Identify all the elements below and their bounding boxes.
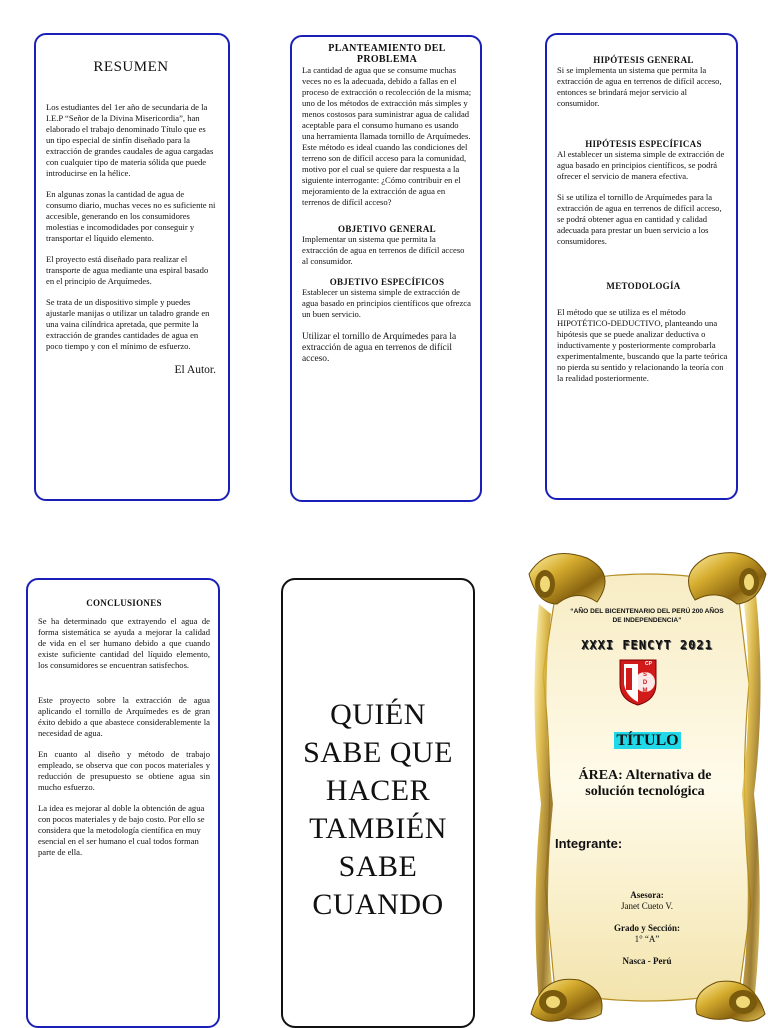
hipotesis-especifica-2: Si se utiliza el tornillo de Arquímedes para la extracción de agua en terrenos de difícil acceso, se podrá obtener agua en cantidad y calidad adecuada para prestar un buen servicio a los consumidores. <box>557 192 722 246</box>
planteamiento-paragraph-2: Este método es ideal cuando las condiciones del terreno son de difícil acceso para la comunidad, motivo por el cual se quiere dar respuesta a la siguiente interrogante: ¿Cómo contribuir en el mejoramiento de la extracción de agua en terrenos de difícil acceso? <box>302 142 468 207</box>
resumen-title: RESUMEN <box>93 59 169 75</box>
conclusiones-heading: CONCLUSIONES <box>86 598 162 608</box>
grade-value: 1° “A” <box>634 933 660 944</box>
event-name: XXXI FENCYT 2021 <box>581 638 713 652</box>
conclusion-2: Este proyecto sobre la extracción de agua aplicando el tornillo de Arquímedes es de gran éxito debido a que abastece considerablemente la necesidad de agua. <box>38 695 210 738</box>
hipotesis-panel <box>545 33 738 500</box>
location-text: Nasca - Perú <box>622 956 672 966</box>
hipotesis-especifica-1: Al establecer un sistema simple de extracción de agua basado en principios científicos, se podrá ofrecer el servicio de manera efectiva. <box>557 149 725 181</box>
resumen-paragraph-1: Los estudiantes del 1er año de secundaria de la I.E.P “Señor de la Divina Misericordia”, han elaborado el trabajo denominado Título que es un tipo especial de sinfín diseñado para la extracción de grandes caudales de agua cargadas con cualquier tipo de materia sólida que puede introducirse en la hélice. <box>46 102 214 178</box>
objetivo-especifico-1: Establecer un sistema simple de extracción de agua basado en principios científicos que ofrezca un buen servicio. <box>302 287 471 319</box>
metodologia-heading: METODOLOGÍA <box>606 281 681 291</box>
resumen-paragraph-3: El proyecto está diseñado para realizar el transporte de agua mediante una espiral basado en el principio de Arquímedes. <box>46 254 209 286</box>
conclusion-4: La idea es mejorar al doble la obtención de agua con pocos materiales y de bajo costo. Por ello se considera que la metodología científica en muy esencial en el ser humano el cual todos forman parte de ella. <box>38 803 205 857</box>
conclusion-3: En cuanto al diseño y método de trabajo empleado, se observa que con pocos materiales y reducción de presupuesto se obtiene agua sin mucho esfuerzo. <box>38 749 210 792</box>
quote-text: QUIÉN SABE QUE HACER TAMBIÉN SABE CUANDO <box>303 698 453 921</box>
resumen-paragraph-2: En algunas zonas la cantidad de agua de consumo diario, muchas veces no es suficiente ni accesible, generando en los consumidores molestias e incomodidades por conseguir y transportar el líquido elemento. <box>46 189 216 243</box>
objetivo-general-heading: OBJETIVO GENERAL <box>338 224 436 234</box>
metodologia-text: El método que se utiliza es el método HIPOTÉTICO-DEDUCTIVO, planteando una hipótesis que se puede analizar deductiva o inductivamente y posteriormente comprobarla experimentalmente, buscando que la parte teórica no pierda su sentido y relacionando la teoría con la realidad posteriormente. <box>557 307 728 383</box>
conclusion-1: Se ha determinado que extrayendo el agua de forma sistemática se ayuda a mejorar la calidad de vida en el ser humano debido a que cuando existe suficiente cantidad del líquido elemento, los consumidores se encuentran satisfechos. <box>38 616 210 670</box>
objetivo-general-text: Implementar un sistema que permita la extracción de agua en terrenos de difícil acceso al consumidor. <box>302 234 465 266</box>
quote-panel <box>281 578 475 1028</box>
hipotesis-general-heading: HIPÓTESIS GENERAL <box>593 55 694 65</box>
advisor-name: Janet Cueto V. <box>621 900 673 911</box>
objetivo-especifico-2: Utilizar el tornillo de Arquímedes para la extracción de agua en terrenos de difícil acceso. <box>302 332 457 364</box>
planteamiento-heading: PLANTEAMIENTO DEL PROBLEMA <box>328 43 446 65</box>
planteamiento-paragraph-1: La cantidad de agua que se consume muchas veces no es la adecuada, debido a fallas en el proceso de extracción o recolección de la misma; uno de los métodos de extracción más simples y menos costosos para suministrar agua de calidad aceptable para el consumo humano es usando una herramienta llamada tornillo de Arquímedes. <box>302 65 472 141</box>
logo-top-text: CP <box>645 661 652 667</box>
hipotesis-especificas-heading: HIPÓTESIS ESPECÍFICAS <box>585 139 702 149</box>
resumen-panel <box>34 33 230 501</box>
grade-label: Grado y Sección: <box>614 923 680 933</box>
hipotesis-general-text: Si se implementa un sistema que permita la extracción de agua en terrenos de difícil acceso, entonces se brindará mejor servicio al consumidor. <box>557 65 722 108</box>
resumen-paragraph-4: Se trata de un dispositivo simple y puedes ajustarle manijas o utilizar un taladro grande en una vaina cilíndrica apretada, que permite la extracción de grandes cantidades de agua en poco tiempo y con el mínimo de esfuerzo. <box>46 297 210 351</box>
cover-panel <box>527 544 768 1024</box>
school-logo <box>618 658 658 706</box>
planteamiento-panel <box>290 35 482 502</box>
cover-title: TÍTULO <box>616 732 679 749</box>
conclusiones-panel <box>26 578 220 1028</box>
logo-letters: S D M <box>642 672 648 694</box>
area-text: ÁREA: Alternativa de solución tecnológica <box>578 768 712 799</box>
member-label: Integrante: <box>555 836 623 851</box>
author-signature: El Autor. <box>174 364 216 376</box>
advisor-label: Asesora: <box>630 890 664 900</box>
bicentenary-caption: “AÑO DEL BICENTENARIO DEL PERÚ 200 AÑOS DE INDEPENDENCIA” <box>570 608 724 624</box>
objetivo-especificos-heading: OBJETIVO ESPECÍFICOS <box>329 277 445 287</box>
